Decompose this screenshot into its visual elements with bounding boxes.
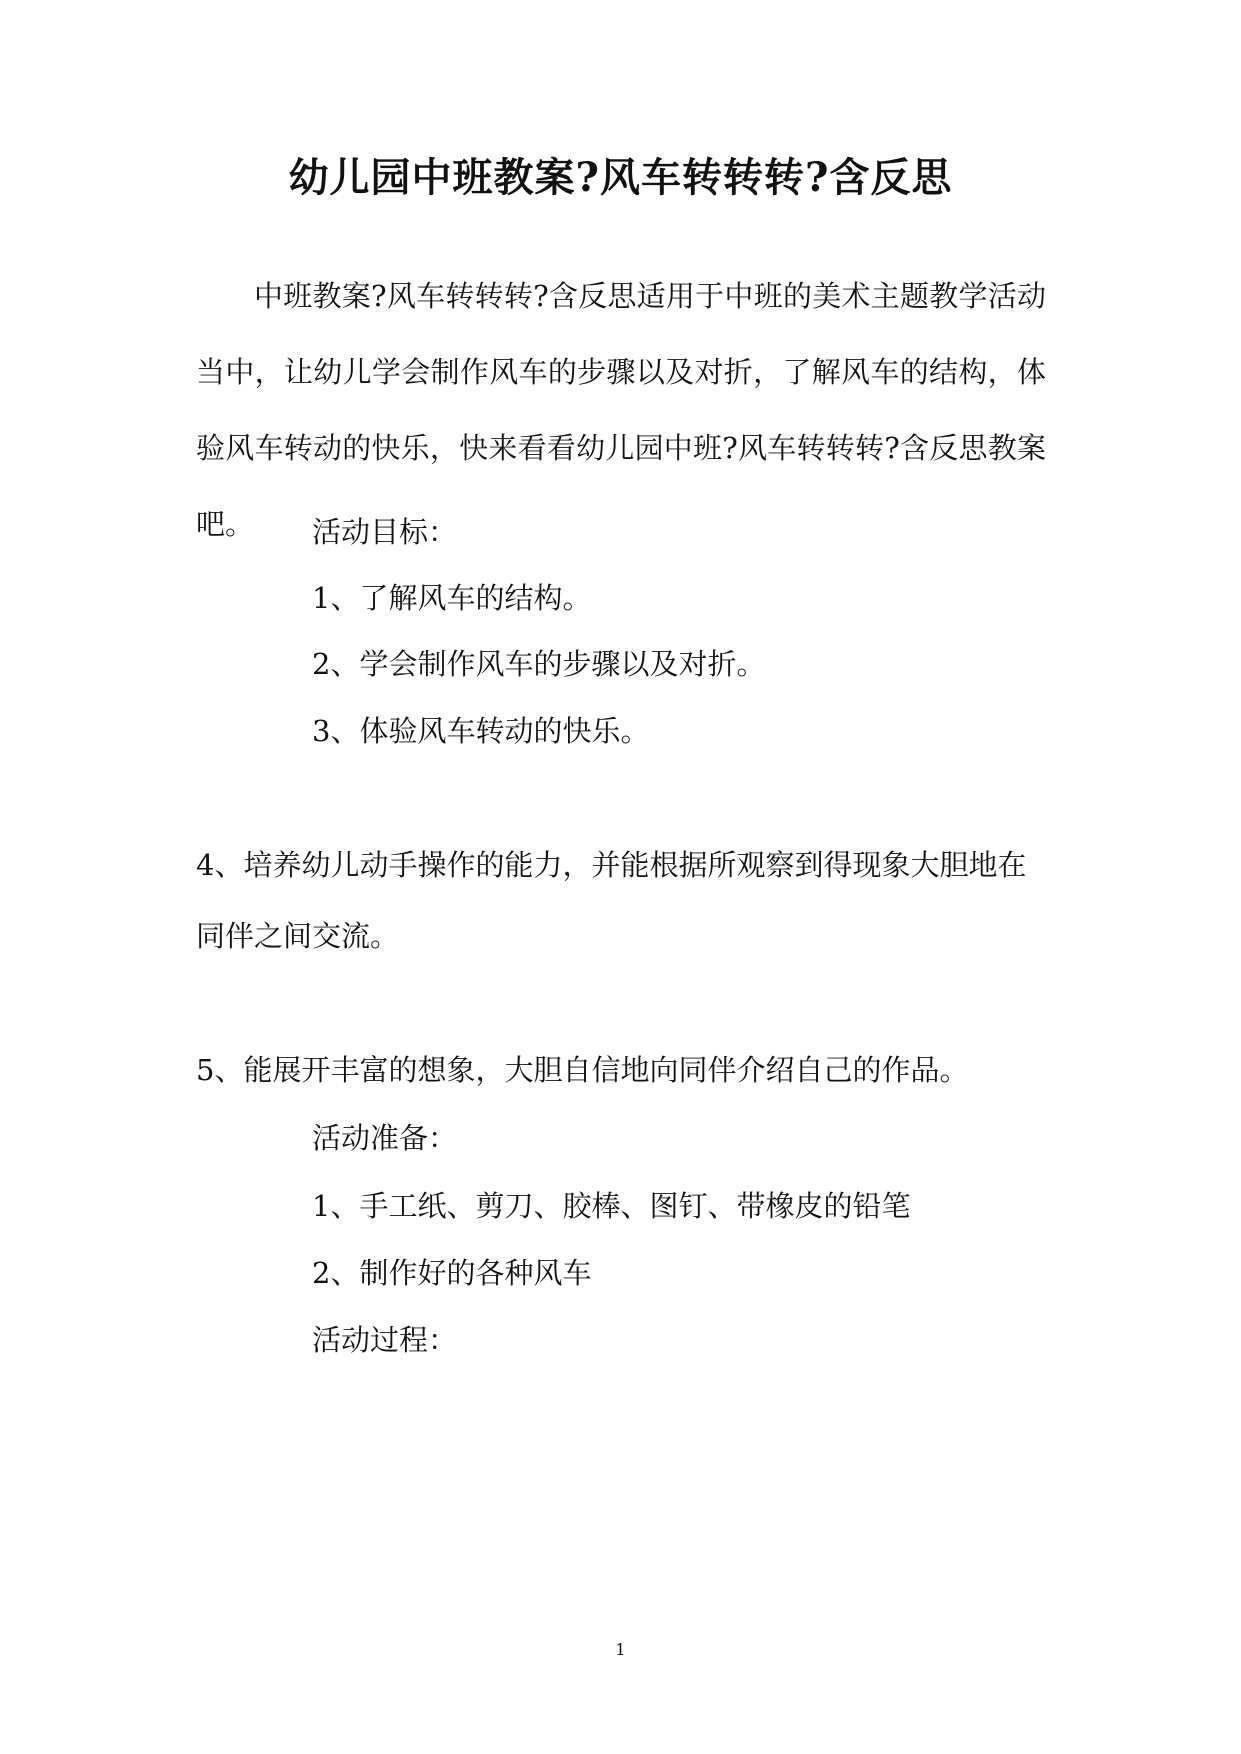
prep-item: 1、手工纸、剪刀、胶棒、图钉、带橡皮的铅笔 — [312, 1189, 911, 1223]
goal-item: 3、体验风车转动的快乐。 — [312, 714, 650, 748]
goal-item: 1、了解风车的结构。 — [312, 581, 592, 615]
document-title: 幼儿园中班教案?风车转转转?含反思 — [288, 154, 953, 201]
goals-heading: 活动目标： — [312, 515, 458, 549]
prep-item: 2、制作好的各种风车 — [312, 1256, 592, 1290]
process-heading: 活动过程： — [312, 1323, 458, 1357]
intro-paragraph: 中班教案?风车转转转?含反思适用于中班的美术主题教学活动当中，让幼儿学会制作风车的步骤以及对折，了解风车的结构，体验风车转动的快乐，快来看看幼儿园中班?风车转转转?含反思教案吧。 — [196, 279, 1046, 541]
goal-item-5: 5、能展开丰富的想象，大胆自信地向同伴介绍自己的作品。 — [196, 1053, 969, 1087]
prep-heading: 活动准备： — [312, 1121, 458, 1155]
goal-item: 2、学会制作风车的步骤以及对折。 — [312, 647, 766, 681]
page-number: 1 — [615, 1640, 626, 1659]
goal-item-4-line1: 4、培养幼儿动手操作的能力，并能根据所观察到得现象大胆地在 — [196, 848, 1027, 882]
goal-item-4-line2: 同伴之间交流。 — [196, 919, 400, 953]
